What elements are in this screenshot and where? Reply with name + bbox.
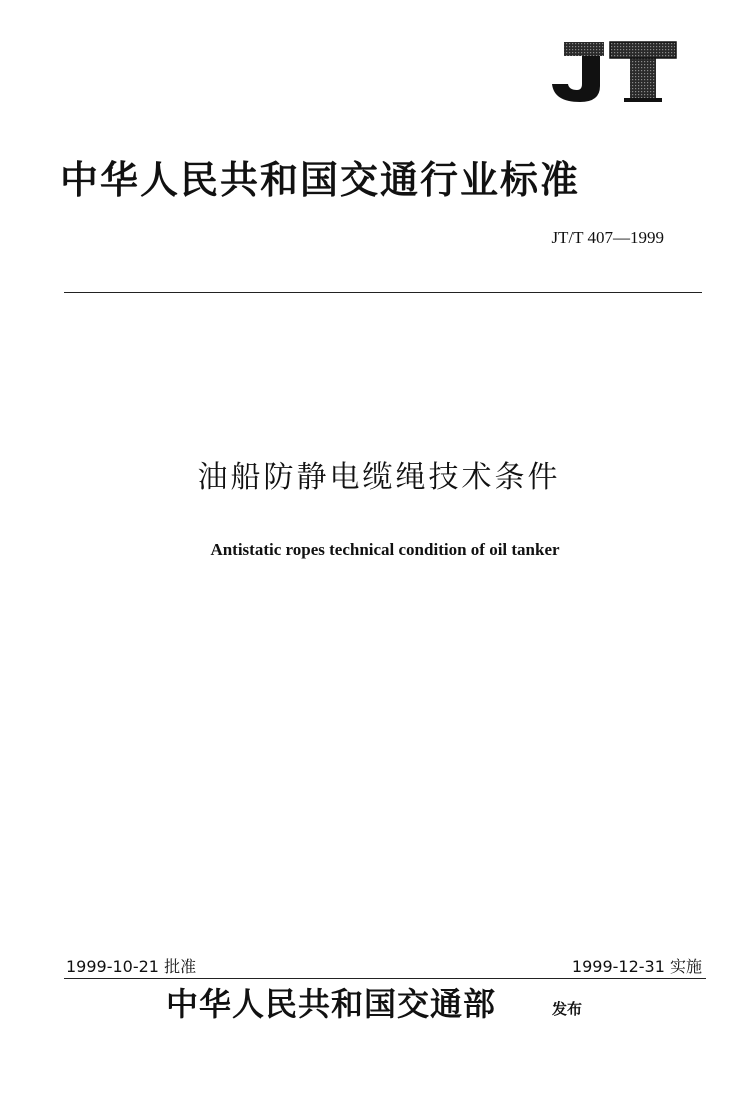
logo-letter-j xyxy=(552,42,604,102)
jt-logo xyxy=(548,40,678,104)
document-title-english: Antistatic ropes technical condition of oil tanker xyxy=(210,540,560,559)
approval-date: 1999-10-21 批准 xyxy=(66,957,197,976)
standard-number: JT/T 407—1999 xyxy=(551,228,664,247)
publisher-name: 中华人民共和国交通部 xyxy=(166,985,497,1023)
effective-date: 1999-12-31 实施 xyxy=(571,957,702,976)
document-title-chinese: 油船防静电缆绳技术条件 xyxy=(197,460,561,495)
header-divider xyxy=(64,292,702,293)
publish-label: 发布 xyxy=(552,1000,583,1018)
footer-divider xyxy=(64,978,706,979)
standard-organization: 中华人民共和国交通行业标准 xyxy=(60,157,581,202)
logo-letter-t xyxy=(610,42,676,102)
